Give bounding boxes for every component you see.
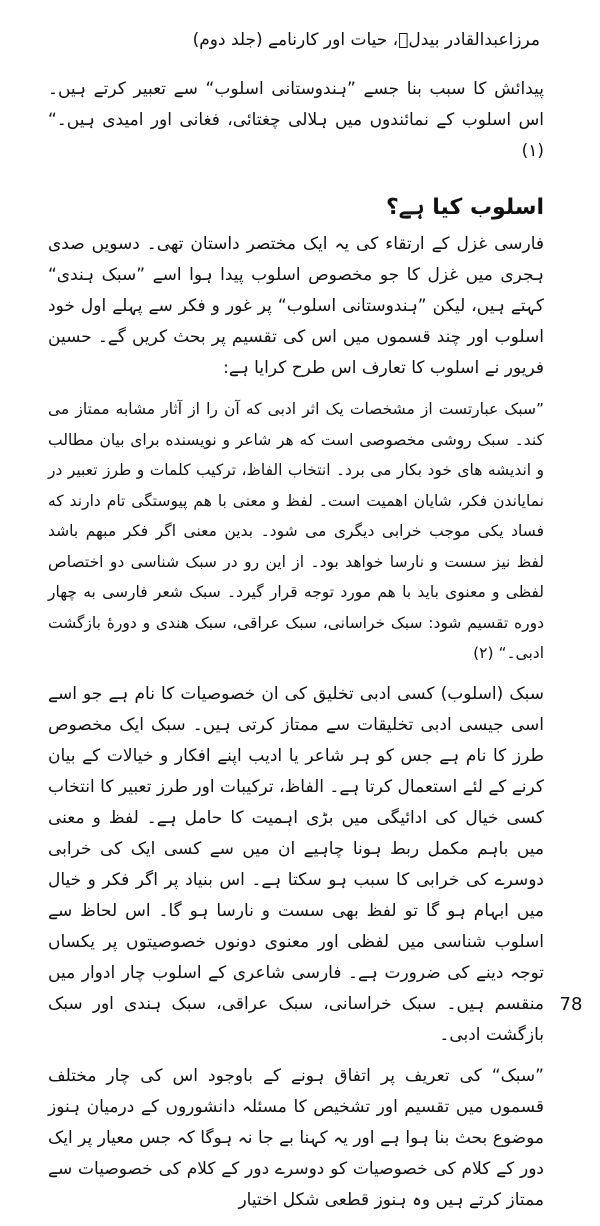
page-number: 78 (559, 994, 583, 1015)
body-paragraph-1: فارسی غزل کے ارتقاء کی یہ ایک مختصر داستان تھی۔ دسویں صدی ہجری میں غزل کا جو مخصوص اسلوب پیدا ہوا اسے ”سبک ہندی“ کہتے ہیں، لیکن ”ہندوستانی اسلوب“ پر غور و فکر سے پہلے اول خود اسلوب اور چند قسموں میں اس کی تقسیم پر بحث کریں گے۔ حسین فریور نے اسلوب کا تعارف اس طرح کرایا ہے: (48, 234, 544, 378)
body-paragraph-2: سبک (اسلوب) کسی ادبی تخلیق کی ان خصوصیات کا نام ہے جو اسے اسی جیسی ادبی تخلیقات سے ممتاز کرتی ہیں۔ سبک ایک مخصوص طرز کا نام ہے جس کو ہر شاعر یا ادیب اپنے افکار و خیالات کے بیان کرنے کے لئے استعمال کرتا ہے۔ الفاظ، ترکیبات اور طرز تعبیر کا انتخاب کسی خیال کی ادائیگی میں بڑی اہمیت کا حامل ہے۔ لفظ و معنی میں باہم مکمل ربط ہونا چاہیے ان میں سے کسی ایک کی خرابی دوسرے کی خرابی کا سبب ہو سکتا ہے۔ اس بنیاد پر اگر فکر و خیال میں ابہام ہو گا تو لفظ بھی سست و نارسا ہو گا۔ اس لحاظ سے اسلوب شناسی میں لفظی اور معنوی دونوں خصوصیتوں پر یکساں توجہ دینے کی ضرورت ہے۔ فارسی شاعری کے اسلوب چار ادوار میں منقسم ہیں۔ سبک خراسانی، سبک عراقی، سبک ہندی اور سبک بازگشت ادبی۔ (48, 683, 544, 1045)
intro-paragraph: پیدائش کا سبب بنا جسے ”ہندوستانی اسلوب“ سے تعبیر کرتے ہیں۔ اس اسلوب کے نمائندوں میں ہلالی چغتائی، فغانی اور امیدی ہیں۔“ (۱) (48, 79, 544, 161)
section-heading: اسلوب کیا ہے؟ (386, 195, 544, 220)
body-paragraph-3: ”سبک“ کی تعریف پر اتفاق ہونے کے باوجود اس کی چار مختلف قسموں میں تقسیم اور تشخیص کا مسئلہ دانشوروں کے درمیان ہنوز موضوع بحث بنا ہوا ہے اور یہ کہنا بے جا نہ ہوگا کہ جس معیار پر ایک دور کے کلام کی خصوصیات کو دوسرے دور کے کلام کی خصوصیات سے ممتاز کرتے ہیں وہ ہنوز قطعی شکل اختیار (48, 1065, 544, 1210)
running-header: مرزاعبدالقادر بیدلؔ، حیات اور کارنامے (جلد دوم) (192, 30, 540, 50)
block-quote: ”سبک عبارتست از مشخصات یک اثر ادبی که آن را از آثار مشابه ممتاز می کند۔ سبک روشی مخصوصی است که هر شاعر و نویسنده برای بیان مطالب و اندیشه های خود بکار می برد۔ انتخاب الفاظ، ترکیب کلمات و طرز تعبیر در نمایاندن فکر، شایان اهمیت است۔ لفظ و معنی با هم پیوستگی تام دارند که فساد یکی موجب خرابی دیگری می شود۔ بدین معنی اگر فکر مبهم باشد لفظ نیز سست و نارسا خواهد بود۔ از این رو در سبک شناسی دو اختصاص لفظی و معنوی باید با هم مورد توجه قرار گیرد۔ سبک شعر فارسی به چهار دوره تقسیم شود: سبک خراسانی، سبک عراقی، سبک هندی و دورهٔ بازگشت ادبی۔“ (۲) (48, 400, 544, 662)
page-body (48, 74, 544, 1226)
